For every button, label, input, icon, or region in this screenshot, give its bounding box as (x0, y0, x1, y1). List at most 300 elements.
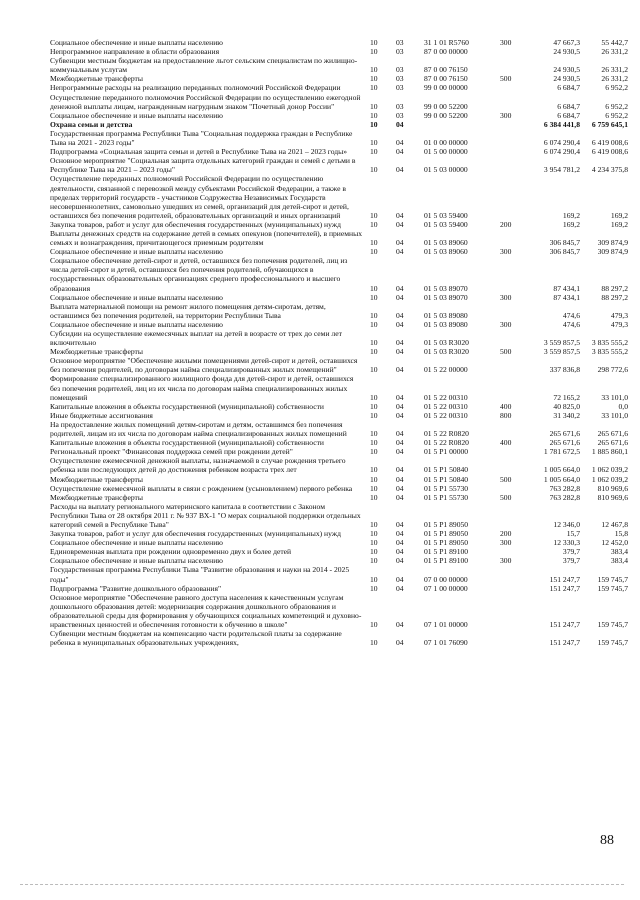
row-expense-type (498, 547, 528, 556)
row-podrazdel: 04 (396, 219, 404, 229)
row-name: Межбюджетные трансферты (50, 74, 143, 84)
row-amount-year1: 3 559 857,5 (543, 347, 580, 357)
row-target-article: 01 5 P1 55730 (424, 483, 469, 493)
table-row (50, 174, 628, 219)
row-expense-type (498, 593, 528, 629)
row-amount-year1: 12 330,3 (553, 538, 580, 548)
row-amount-year2: 15,8 (614, 529, 628, 539)
row-name: Межбюджетные трансферты (50, 474, 143, 484)
row-podrazdel: 04 (396, 165, 404, 175)
row-podrazdel: 04 (396, 438, 404, 448)
row-amount-year2: 265 671,6 (597, 438, 628, 448)
row-target-article: 01 5 03 89070 (424, 292, 468, 302)
row-expense-type: 300 (500, 110, 512, 120)
row-name: Закупка товаров, работ и услуг для обеспечения государственных (муниципальных) нужд (50, 219, 341, 229)
row-expense-type (498, 565, 528, 583)
row-razdel: 10 (370, 83, 378, 93)
table-row (50, 556, 628, 565)
row-razdel: 10 (370, 638, 378, 648)
footer-divider (20, 884, 624, 885)
row-razdel: 10 (370, 401, 378, 411)
row-razdel: 10 (370, 310, 378, 320)
row-razdel: 10 (370, 38, 378, 47)
row-expense-type: 300 (500, 292, 512, 302)
row-amount-year1: 763 282,8 (549, 492, 580, 502)
row-name: Закупка товаров, работ и услуг для обеспечения государственных (муниципальных) нужд (50, 529, 341, 539)
row-amount-year1: 1 781 672,5 (543, 447, 580, 457)
row-expense-type (498, 83, 528, 92)
row-expense-type: 300 (500, 556, 512, 566)
row-target-article: 01 5 P1 89100 (424, 547, 469, 557)
row-name: Осуществление ежемесячной денежной выплаты, назначаемой в случае рождения третьего ребенка или последующих детей до достижения ребенком возраста трех лет (50, 456, 346, 475)
row-razdel: 10 (370, 138, 378, 148)
row-expense-type (498, 156, 528, 174)
row-amount-year2: 479,3 (610, 310, 628, 320)
row-name: Государственная программа Республики Тыва "Развитие образования и науки на 2014 - 2025 годы" (50, 565, 350, 584)
row-target-article: 01 5 03 R3020 (424, 347, 469, 357)
row-target-article: 99 0 00 52200 (424, 101, 468, 111)
row-razdel: 10 (370, 519, 378, 529)
table-row (50, 456, 628, 474)
table-row (50, 584, 628, 593)
table-row (50, 420, 628, 438)
row-name: На предоставление жилых помещений детям-сиротам и детям, оставшимся без попечения родителей, лицам из их числа по договорам найма специализированных жилых помещений (50, 419, 347, 439)
row-amount-year2: 6 952,2 (605, 83, 628, 93)
row-amount-year2: 6 952,2 (605, 110, 628, 120)
row-razdel: 10 (370, 392, 378, 402)
row-podrazdel: 04 (396, 492, 404, 502)
row-amount-year2: 26 331,2 (601, 47, 628, 57)
row-expense-type: 300 (500, 319, 512, 329)
row-name: Выплаты денежных средств на содержание детей в семьях опекунов (попечителей), в приемных семьях и вознаграждения, причитающегося приемным родителям (50, 228, 363, 248)
row-expense-type: 400 (500, 401, 512, 411)
row-amount-year1: 337 836,8 (549, 365, 580, 375)
row-name: Основное мероприятие "Обеспечение равного доступа населения к качественным услугам дошкольного образования детей: модернизация содержания дошкольного образования и образовательной среды для формирования у обучающихся социальных компетенций и духовно-нравственных ценностей и обеспечения готовности к обучению в школе" (50, 592, 362, 629)
row-amount-year2: 4 234 375,8 (591, 165, 628, 175)
row-expense-type (498, 47, 528, 56)
row-target-article: 07 0 00 00000 (424, 574, 468, 584)
table-row (50, 74, 628, 83)
row-amount-year1: 1 005 664,0 (543, 474, 580, 484)
row-expense-type (498, 93, 528, 111)
row-podrazdel: 04 (396, 319, 404, 329)
row-podrazdel: 03 (396, 65, 404, 75)
row-amount-year2: 12 467,8 (601, 519, 628, 529)
table-row (50, 93, 628, 111)
row-podrazdel: 04 (396, 410, 404, 420)
row-amount-year2: 33 101,0 (601, 392, 628, 402)
row-podrazdel: 04 (396, 247, 404, 257)
table-row (50, 47, 628, 56)
row-amount-year2: 1 062 039,2 (591, 465, 628, 475)
row-amount-year2: 309 874,9 (597, 238, 628, 248)
row-amount-year2: 88 297,2 (601, 283, 628, 293)
row-amount-year1: 47 667,3 (553, 38, 580, 47)
table-row (50, 111, 628, 120)
row-target-article (422, 120, 498, 129)
row-amount-year2: 298 772,6 (597, 365, 628, 375)
row-expense-type: 200 (500, 219, 512, 229)
row-name: Социальное обеспечение и иные выплаты населению (50, 38, 223, 47)
row-podrazdel: 04 (396, 547, 404, 557)
row-name: Социальное обеспечение и иные выплаты населению (50, 319, 223, 329)
row-amount-year1: 72 165,2 (553, 392, 580, 402)
row-podrazdel: 04 (396, 310, 404, 320)
row-expense-type (498, 584, 528, 593)
table-row (50, 374, 628, 401)
row-amount-year2: 26 331,2 (601, 74, 628, 84)
row-amount-year2: 159 745,7 (597, 574, 628, 584)
row-podrazdel: 04 (396, 347, 404, 357)
row-amount-year1: 379,7 (562, 556, 580, 566)
row-name: Социальное обеспечение и иные выплаты населению (50, 110, 223, 120)
row-amount-year1: 87 434,1 (553, 283, 580, 293)
row-expense-type: 500 (500, 492, 512, 502)
row-amount-year2: 6 759 645,1 (591, 119, 628, 129)
row-podrazdel: 04 (396, 474, 404, 484)
row-expense-type (498, 502, 528, 529)
row-expense-type (498, 629, 528, 647)
row-amount-year2: 6 419 008,6 (591, 147, 628, 157)
row-razdel: 10 (370, 74, 378, 84)
row-amount-year1: 24 930,5 (553, 74, 580, 84)
row-podrazdel: 03 (396, 101, 404, 111)
row-name: Единовременная выплата при рождении одновременно двух и более детей (50, 547, 292, 557)
row-amount-year1: 151 247,7 (549, 583, 580, 593)
row-razdel: 10 (370, 483, 378, 493)
table-row (50, 129, 628, 147)
row-podrazdel: 04 (396, 147, 404, 157)
row-target-article: 99 0 00 00000 (424, 83, 468, 93)
row-name: Выплата материальной помощи на ремонт жилого помещения детям-сиротам, детям, оставшимся без попечения родителей, на территории Республики Тыва (50, 301, 326, 320)
row-expense-type (498, 256, 528, 292)
row-amount-year2: 169,2 (610, 210, 628, 220)
row-target-article: 01 5 03 89070 (424, 283, 468, 293)
row-razdel: 10 (370, 410, 378, 420)
table-row (50, 247, 628, 256)
row-target-article: 01 5 P1 89100 (424, 556, 469, 566)
row-amount-year2: 383,4 (610, 556, 628, 566)
row-target-article: 01 5 03 89060 (424, 238, 468, 248)
row-amount-year1: 15,7 (566, 529, 580, 539)
row-podrazdel: 04 (396, 338, 404, 348)
row-amount-year1: 3 954 781,2 (543, 165, 580, 175)
row-amount-year1: 6 074 290,4 (543, 138, 580, 148)
row-amount-year1: 151 247,7 (549, 638, 580, 648)
row-expense-type: 500 (500, 347, 512, 357)
row-podrazdel: 04 (396, 119, 404, 129)
row-podrazdel: 04 (396, 638, 404, 648)
row-target-article: 07 1 01 00000 (424, 620, 468, 629)
table-row (50, 56, 628, 74)
row-target-article: 01 5 22 00000 (424, 365, 468, 375)
row-name: Осуществление переданных полномочий Российской Федерации по осуществлению деятельности, связанной с перевозкой между субъектами Российской Федерации, а также в пределах территорий государств - участников Содружества Независимых Государств несовершеннолетних, самовольно ушедших из семей, организаций для детей-сирот и детей, оставшихся без попечения родителей, образовательных организаций и иных организаций (50, 174, 349, 220)
row-name: Осуществление ежемесячной выплаты в связи с рождением (усыновлением) первого ребенка (50, 483, 353, 493)
row-podrazdel: 03 (396, 110, 404, 120)
row-podrazdel: 04 (396, 238, 404, 248)
row-expense-type (498, 174, 528, 219)
row-name: Осуществление переданного полномочия Российской Федерации по осуществлению ежегодной денежной выплаты лицам, награжденным нагрудным знаком "Почетный донор России" (50, 92, 361, 111)
row-name: Иные бюджетные ассигнования (50, 410, 153, 420)
row-amount-year1: 3 559 857,5 (543, 338, 580, 348)
table-row (50, 229, 628, 247)
row-name: Государственная программа Республики Тыва "Социальная поддержка граждан в Республике Тыва на 2021 - 2023 годы" (50, 128, 353, 148)
row-razdel: 10 (370, 247, 378, 257)
row-podrazdel: 03 (396, 74, 404, 84)
row-razdel: 10 (370, 438, 378, 448)
row-amount-year1: 379,7 (562, 547, 580, 557)
row-amount-year2: 309 874,9 (597, 247, 628, 257)
row-podrazdel: 04 (396, 447, 404, 457)
row-amount-year1: 6 074 290,4 (543, 147, 580, 157)
row-name: Социальное обеспечение детей-сирот и детей, оставшихся без попечения родителей, лиц из числа детей-сирот и детей, оставшихся без попечения родителей, обучающихся в государственных образовательных организациях среднего профессионального и высшего образования (50, 256, 348, 293)
row-razdel: 10 (370, 529, 378, 539)
row-razdel: 10 (370, 365, 378, 375)
row-target-article: 01 5 P1 89050 (424, 519, 469, 529)
row-name: Основное мероприятие "Социальная защита отдельных категорий граждан и семей с детьми в Республике Тыва на 2021 – 2023 годы" (50, 156, 356, 175)
row-amount-year1: 169,2 (562, 219, 580, 229)
row-expense-type (498, 420, 528, 438)
row-amount-year2: 0,0 (618, 401, 628, 411)
table-row (50, 329, 628, 347)
row-podrazdel: 03 (396, 38, 404, 47)
row-amount-year1: 31 340,2 (553, 410, 580, 420)
row-name: Субсидии на осуществление ежемесячных выплат на детей в возрасте от трех до семи лет включительно (50, 329, 342, 348)
row-razdel: 10 (370, 210, 378, 220)
budget-table-page (50, 38, 628, 647)
row-target-article: 01 5 P1 89050 (424, 529, 469, 539)
table-row (50, 302, 628, 320)
row-name: Межбюджетные трансферты (50, 347, 143, 357)
row-target-article: 01 5 03 89080 (424, 310, 468, 320)
row-expense-type (498, 456, 528, 474)
row-amount-year2: 383,4 (610, 547, 628, 557)
row-amount-year1: 40 825,0 (553, 401, 580, 411)
row-razdel: 10 (370, 465, 378, 475)
row-expense-type (498, 356, 528, 374)
row-amount-year1: 265 671,6 (549, 429, 580, 439)
row-amount-year2: 265 671,6 (597, 429, 628, 439)
row-podrazdel: 04 (396, 556, 404, 566)
row-amount-year2: 1 885 860,1 (591, 447, 628, 457)
table-row (50, 502, 628, 529)
row-podrazdel: 04 (396, 538, 404, 548)
row-podrazdel: 04 (396, 365, 404, 375)
row-podrazdel: 03 (396, 47, 404, 57)
table-row (50, 356, 628, 374)
row-amount-year1: 169,2 (562, 210, 580, 220)
table-row (50, 411, 628, 420)
row-name: Подпрограмма «Социальная защита семьи и детей в Республике Тыва на 2021 – 2023 годы» (50, 147, 348, 157)
row-podrazdel: 04 (396, 574, 404, 584)
row-target-article: 01 5 00 00000 (424, 147, 468, 157)
row-podrazdel: 04 (396, 210, 404, 220)
table-row (50, 256, 628, 292)
row-expense-type: 400 (500, 438, 512, 448)
row-amount-year1: 763 282,8 (549, 483, 580, 493)
row-razdel: 10 (370, 583, 378, 593)
row-target-article: 01 5 03 00000 (424, 165, 468, 175)
row-razdel: 10 (370, 429, 378, 439)
row-podrazdel: 04 (396, 465, 404, 475)
row-target-article: 01 5 03 89060 (424, 247, 468, 257)
row-razdel: 10 (370, 338, 378, 348)
table-row (50, 484, 628, 493)
row-target-article: 01 5 22 00310 (424, 392, 468, 402)
row-amount-year2: 88 297,2 (601, 292, 628, 302)
row-name: Региональный проект "Финансовая поддержка семей при рождении детей" (50, 447, 293, 457)
row-razdel: 10 (370, 101, 378, 111)
row-podrazdel: 04 (396, 392, 404, 402)
row-amount-year2: 479,3 (610, 319, 628, 329)
row-amount-year2: 3 835 555,2 (591, 338, 628, 348)
row-name: Социальное обеспечение и иные выплаты населению (50, 247, 223, 257)
table-row (50, 347, 628, 356)
row-amount-year1: 87 434,1 (553, 292, 580, 302)
row-target-article: 01 5 P1 50840 (424, 465, 469, 475)
row-amount-year2: 159 745,7 (597, 638, 628, 648)
row-expense-type: 200 (500, 529, 512, 539)
row-target-article: 01 5 22 R0820 (424, 429, 469, 439)
row-name: Непрограммные расходы на реализацию переданных полномочий Российской Федерации (50, 83, 341, 93)
row-razdel: 10 (370, 47, 378, 57)
row-amount-year1: 306 845,7 (549, 247, 580, 257)
row-amount-year2: 1 062 039,2 (591, 474, 628, 484)
row-name: Социальное обеспечение и иные выплаты населению (50, 292, 223, 302)
row-name: Капитальные вложения в объекты государственной (муниципальной) собственности (50, 401, 324, 411)
row-amount-year2: 33 101,0 (601, 410, 628, 420)
row-name: Субвенции местным бюджетам на предоставление льгот сельским специалистам по жилищно-коммунальным услугам (50, 56, 358, 75)
row-amount-year1: 24 930,5 (553, 47, 580, 57)
row-name: Межбюджетные трансферты (50, 492, 143, 502)
row-podrazdel: 04 (396, 583, 404, 593)
row-amount-year1: 265 671,6 (549, 438, 580, 448)
row-expense-type (498, 129, 528, 147)
row-amount-year1: 6 684,7 (557, 101, 580, 111)
row-amount-year1: 474,6 (562, 310, 580, 320)
row-target-article: 01 5 22 00310 (424, 401, 468, 411)
row-name: Непрограммное направление в области образования (50, 47, 220, 57)
row-expense-type (498, 302, 528, 320)
row-razdel: 10 (370, 447, 378, 457)
row-razdel: 10 (370, 219, 378, 229)
row-target-article: 01 0 00 00000 (424, 138, 468, 148)
table-row (50, 593, 628, 629)
row-expense-type (498, 374, 528, 401)
row-amount-year2: 12 452,0 (601, 538, 628, 548)
row-podrazdel: 04 (396, 283, 404, 293)
table-row (50, 629, 628, 647)
row-expense-type: 300 (500, 538, 512, 548)
table-row (50, 493, 628, 502)
row-podrazdel: 04 (396, 620, 404, 629)
row-expense-type (498, 120, 528, 129)
row-amount-year2: 810 969,6 (597, 492, 628, 502)
row-target-article: 01 5 22 00310 (424, 410, 468, 420)
row-amount-year1: 6 384 441,8 (543, 119, 580, 129)
row-target-article: 87 0 00 00000 (424, 47, 468, 57)
table-row (50, 538, 628, 547)
row-expense-type (498, 329, 528, 347)
row-razdel: 10 (370, 119, 378, 129)
row-target-article: 01 5 P1 89050 (424, 538, 469, 548)
table-row (50, 529, 628, 538)
row-razdel: 10 (370, 620, 378, 629)
row-podrazdel: 04 (396, 138, 404, 148)
budget-table (50, 38, 628, 647)
row-razdel: 10 (370, 319, 378, 329)
row-amount-year2: 159 745,7 (597, 620, 628, 629)
row-target-article: 07 1 00 00000 (424, 583, 468, 593)
table-row (50, 547, 628, 556)
row-razdel: 10 (370, 292, 378, 302)
row-razdel: 10 (370, 547, 378, 557)
row-expense-type: 500 (500, 74, 512, 84)
row-name: Субвенции местным бюджетам на компенсацию части родительской платы за содержание ребенка в муниципальных образовательных учреждениях, (50, 629, 342, 648)
row-target-article: 87 0 00 76150 (424, 74, 468, 84)
table-row (50, 402, 628, 411)
row-podrazdel: 04 (396, 529, 404, 539)
row-target-article: 01 5 P1 55730 (424, 492, 469, 502)
table-row (50, 220, 628, 229)
row-name: Капитальные вложения в объекты государственной (муниципальной) собственности (50, 438, 324, 448)
row-razdel: 10 (370, 165, 378, 175)
row-podrazdel: 04 (396, 483, 404, 493)
row-target-article: 07 1 01 76090 (424, 638, 468, 648)
row-podrazdel: 03 (396, 83, 404, 93)
row-amount-year2: 159 745,7 (597, 583, 628, 593)
row-razdel: 10 (370, 347, 378, 357)
page-number: 88 (600, 833, 614, 848)
row-target-article: 01 5 P1 00000 (424, 447, 469, 457)
row-expense-type (498, 447, 528, 456)
row-amount-year2: 6 952,2 (605, 101, 628, 111)
table-row (50, 447, 628, 456)
row-target-article: 01 5 03 59400 (424, 219, 468, 229)
table-row (50, 438, 628, 447)
row-razdel: 10 (370, 283, 378, 293)
row-expense-type (498, 56, 528, 74)
row-razdel: 10 (370, 65, 378, 75)
row-amount-year2: 169,2 (610, 219, 628, 229)
row-name: Подпрограмма "Развитие дошкольного образования" (50, 583, 222, 593)
table-row (50, 293, 628, 302)
row-razdel: 10 (370, 110, 378, 120)
row-amount-year1: 306 845,7 (549, 238, 580, 248)
row-podrazdel: 04 (396, 519, 404, 529)
row-name: Формирование специализированного жилищного фонда для детей-сирот и детей, оставшихся без попечения родителей, лиц из их числа по договорам найма специализированных жилых помещений (50, 374, 354, 402)
table-row (50, 320, 628, 329)
row-expense-type: 500 (500, 474, 512, 484)
row-target-article: 01 5 03 89080 (424, 319, 468, 329)
budget-table-body (50, 38, 628, 647)
row-name: Охрана семьи и детства (50, 119, 133, 129)
row-amount-year2: 3 835 555,2 (591, 347, 628, 357)
row-amount-year1: 6 684,7 (557, 110, 580, 120)
row-razdel: 10 (370, 147, 378, 157)
table-row (50, 120, 628, 129)
row-razdel: 10 (370, 238, 378, 248)
row-razdel: 10 (370, 474, 378, 484)
table-row (50, 83, 628, 92)
row-expense-type (498, 147, 528, 156)
row-razdel: 10 (370, 574, 378, 584)
row-target-article: 01 5 22 R0820 (424, 438, 469, 448)
row-podrazdel: 04 (396, 292, 404, 302)
row-target-article: 87 0 00 76150 (424, 65, 468, 75)
row-amount-year1: 474,6 (562, 319, 580, 329)
row-podrazdel: 04 (396, 429, 404, 439)
